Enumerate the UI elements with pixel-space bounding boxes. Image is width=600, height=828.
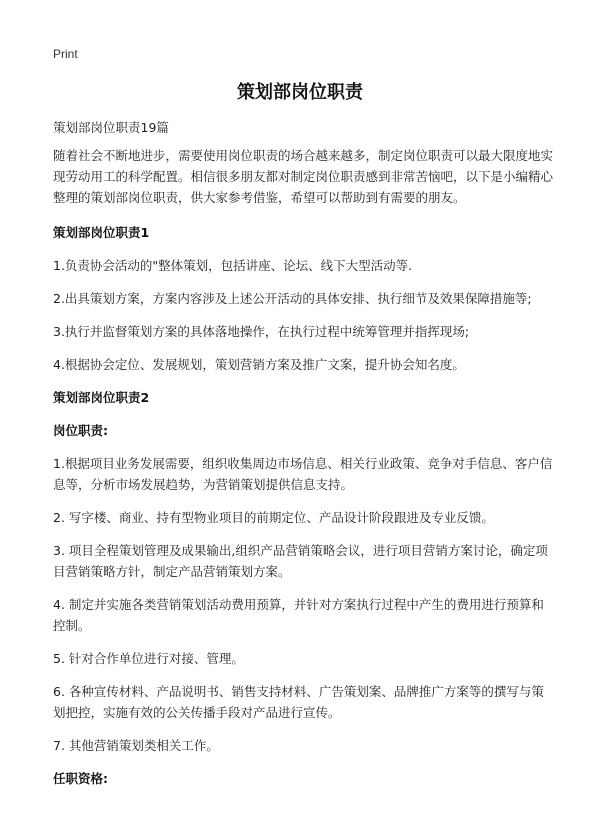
section-1-heading: 策划部岗位职责1 bbox=[53, 225, 150, 240]
section-2-item: 5. 针对合作单位进行对接、管理。 bbox=[53, 651, 244, 666]
section-1-item: 3.执行并监督策划方案的具体落地操作，在执行过程中统筹管理并指挥现场; bbox=[53, 324, 470, 339]
section-1-item: 2.出具策划方案，方案内容涉及上述公开活动的具体安排、执行细节及效果保障措施等; bbox=[53, 291, 532, 306]
document-body bbox=[53, 117, 553, 801]
section-2-item: 2. 写字楼、商业、持有型物业项目的前期定位、产品设计阶段跟进及专业反馈。 bbox=[53, 510, 494, 525]
section-2-heading: 策划部岗位职责2 bbox=[53, 390, 150, 405]
document-subtitle: 策划部岗位职责19篇 bbox=[53, 120, 169, 135]
intro-paragraph: 随着社会不断地进步，需要使用岗位职责的场合越来越多，制定岗位职责可以最大限度地实现劳动用工的科学配置。相信很多朋友都对制定岗位职责感到非常苦恼吧，以下是小编精心整理的策划部岗位职责，供大家参考借鉴，希望可以帮助到有需要的朋友。 bbox=[53, 148, 554, 205]
responsibilities-heading: 岗位职责: bbox=[53, 423, 108, 438]
section-2-item: 7. 其他营销策划类相关工作。 bbox=[53, 738, 219, 753]
section-2-item: 6. 各种宣传材料、产品说明书、销售支持材料、广告策划案、品牌推广方案等的撰写与策划把控，实施有效的公关传播手段对产品进行宣传。 bbox=[53, 684, 544, 720]
section-2-item: 4. 制定并实施各类营销策划活动费用预算，并针对方案执行过程中产生的费用进行预算和控制。 bbox=[53, 597, 544, 633]
section-2-item: 1.根据项目业务发展需要，组织收集周边市场信息、相关行业政策、竞争对手信息、客户信息等，分析市场发展趋势，为营销策划提供信息支持。 bbox=[53, 456, 553, 492]
qualifications-heading: 任职资格: bbox=[53, 771, 108, 786]
section-1-item: 1.负责协会活动的"整体策划，包括讲座、论坛、线下大型活动等. bbox=[53, 258, 413, 273]
page-title: 策划部岗位职责 bbox=[237, 82, 363, 103]
print-link[interactable]: Print bbox=[53, 47, 78, 61]
section-2-item: 3. 项目全程策划管理及成果输出,组织产品营销策略会议，进行项目营销方案讨论，确定项目营销策略方针，制定产品营销策划方案。 bbox=[53, 543, 548, 579]
section-1-item: 4.根据协会定位、发展规划，策划营销方案及推广文案，提升协会知名度。 bbox=[53, 357, 465, 372]
